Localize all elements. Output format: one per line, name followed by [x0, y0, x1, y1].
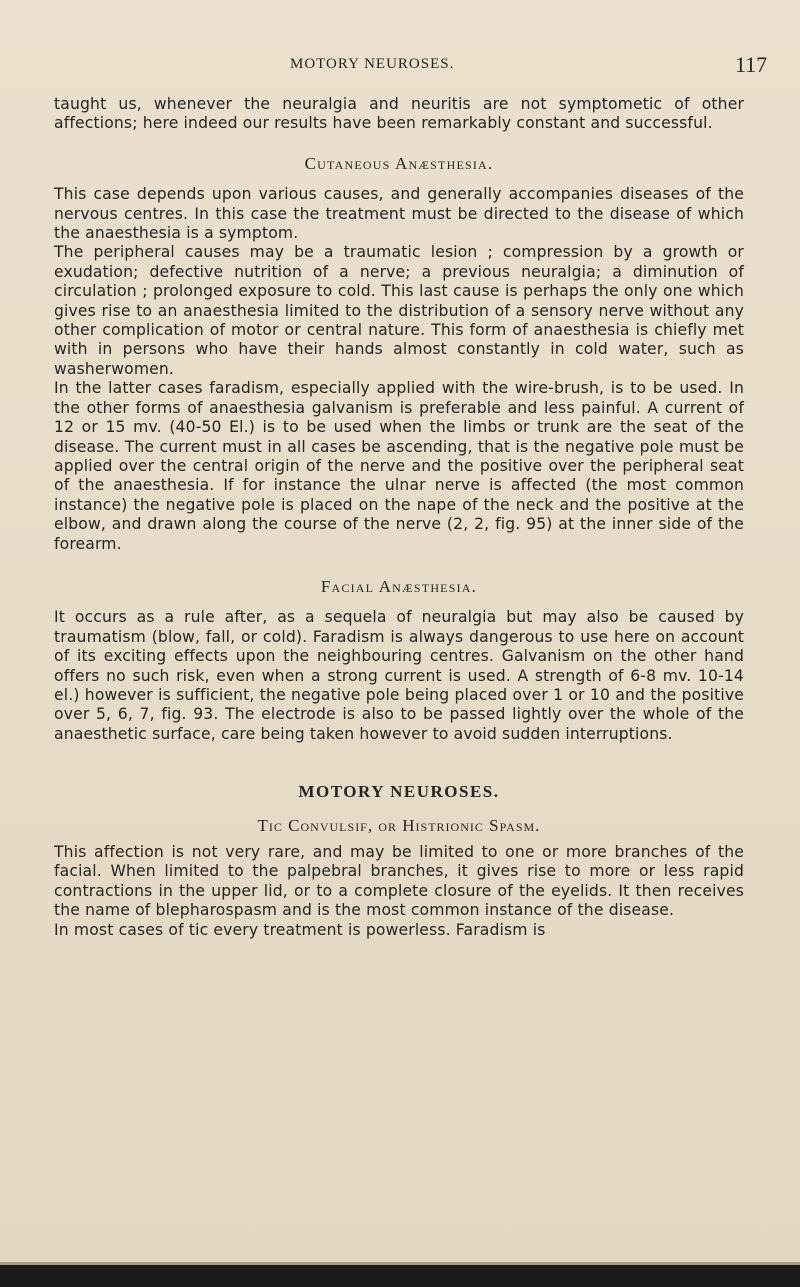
- paragraph-peripheral-causes: The peripheral causes may be a traumatic lesion ; compression by a growth or exudation; defective nutrition of a nerve; a previous neuralgia; a diminution of circulation ; prolonged exposure to cold. This last cause is perhaps the only one which gives rise to an anaesthesia limited to the distribution of a sensory nerve without any other complication of motor or central nature. This form of anaesthesia is chiefly met with in persons who have their hands almost constantly in cold water, such as washerwomen.: [54, 243, 744, 378]
- paragraph-facial: It occurs as a rule after, as a sequela of neuralgia but may also be caused by traumatism (blow, fall, or cold). Faradism is always dangerous to use here on account of its exciting effects upon the neighbouring centres. Galvanism on the other hand offers no such risk, even when a strong current is used. A strength of 6-8 mv. 10-14 el.) however is sufficient, the negative pole being placed over 1 or 10 and the positive over 5, 6, 7, fig. 93. The electrode is also to be passed lightly over the whole of the anaesthetic surface, care being taken however to avoid sudden interruptions.: [54, 608, 744, 743]
- chapter-heading-motory-neuroses: MOTORY NEUROSES.: [298, 782, 500, 802]
- paragraph-continued: taught us, whenever the neuralgia and neuritis are not symptometic of other affections; here indeed our results have been remarkably constant and successful.: [54, 95, 744, 133]
- paragraph-treatment: In the latter cases faradism, especially applied with the wire-brush, is to be used. In the other forms of anaesthesia galvanism is preferable and less painful. A current of 12 or 15 mv. (40-50 El.) is to be used when the limbs or trunk are the seat of the disease. The current must in all cases be ascending, that is the negative pole must be applied over the central origin of the nerve and the positive over the peripheral seat of the anaesthesia. If for instance the ulnar nerve is affected (the most common instance) the negative pole is placed on the nape of the neck and the positive at the elbow, and drawn along the course of the nerve (2, 2, fig. 95) at the inner side of the forearm.: [54, 379, 744, 553]
- paragraph-tic: This affection is not very rare, and may be limited to one or more branches of the facial. When limited to the palpebral branches, it gives rise to more or less rapid contractions in the upper lid, or to a complete closure of the eyelids. It then receives the name of blepharospasm and is the most common instance of the disease.: [54, 843, 744, 920]
- page-number: 117: [735, 52, 768, 77]
- section-heading-tic-convulsif: Tic Convulsif, or Histrionic Spasm.: [257, 815, 541, 835]
- paragraph-causes: This case depends upon various causes, and generally accompanies diseases of the nervous centres. In this case the treatment must be directed to the disease of which the anaesthesia is a symptom.: [54, 185, 744, 243]
- section-heading-cutaneous-anaesthesia: Cutaneous Anæsthesia.: [304, 153, 494, 173]
- section-heading-facial-anaesthesia: Facial Anæsthesia.: [320, 576, 478, 596]
- body-text: [54, 95, 744, 940]
- running-head: MOTORY NEUROSES.: [290, 56, 455, 72]
- paragraph-tic-treatment: In most cases of tic every treatment is powerless. Faradism is: [54, 920, 546, 939]
- scan-border-bar: [0, 1265, 800, 1287]
